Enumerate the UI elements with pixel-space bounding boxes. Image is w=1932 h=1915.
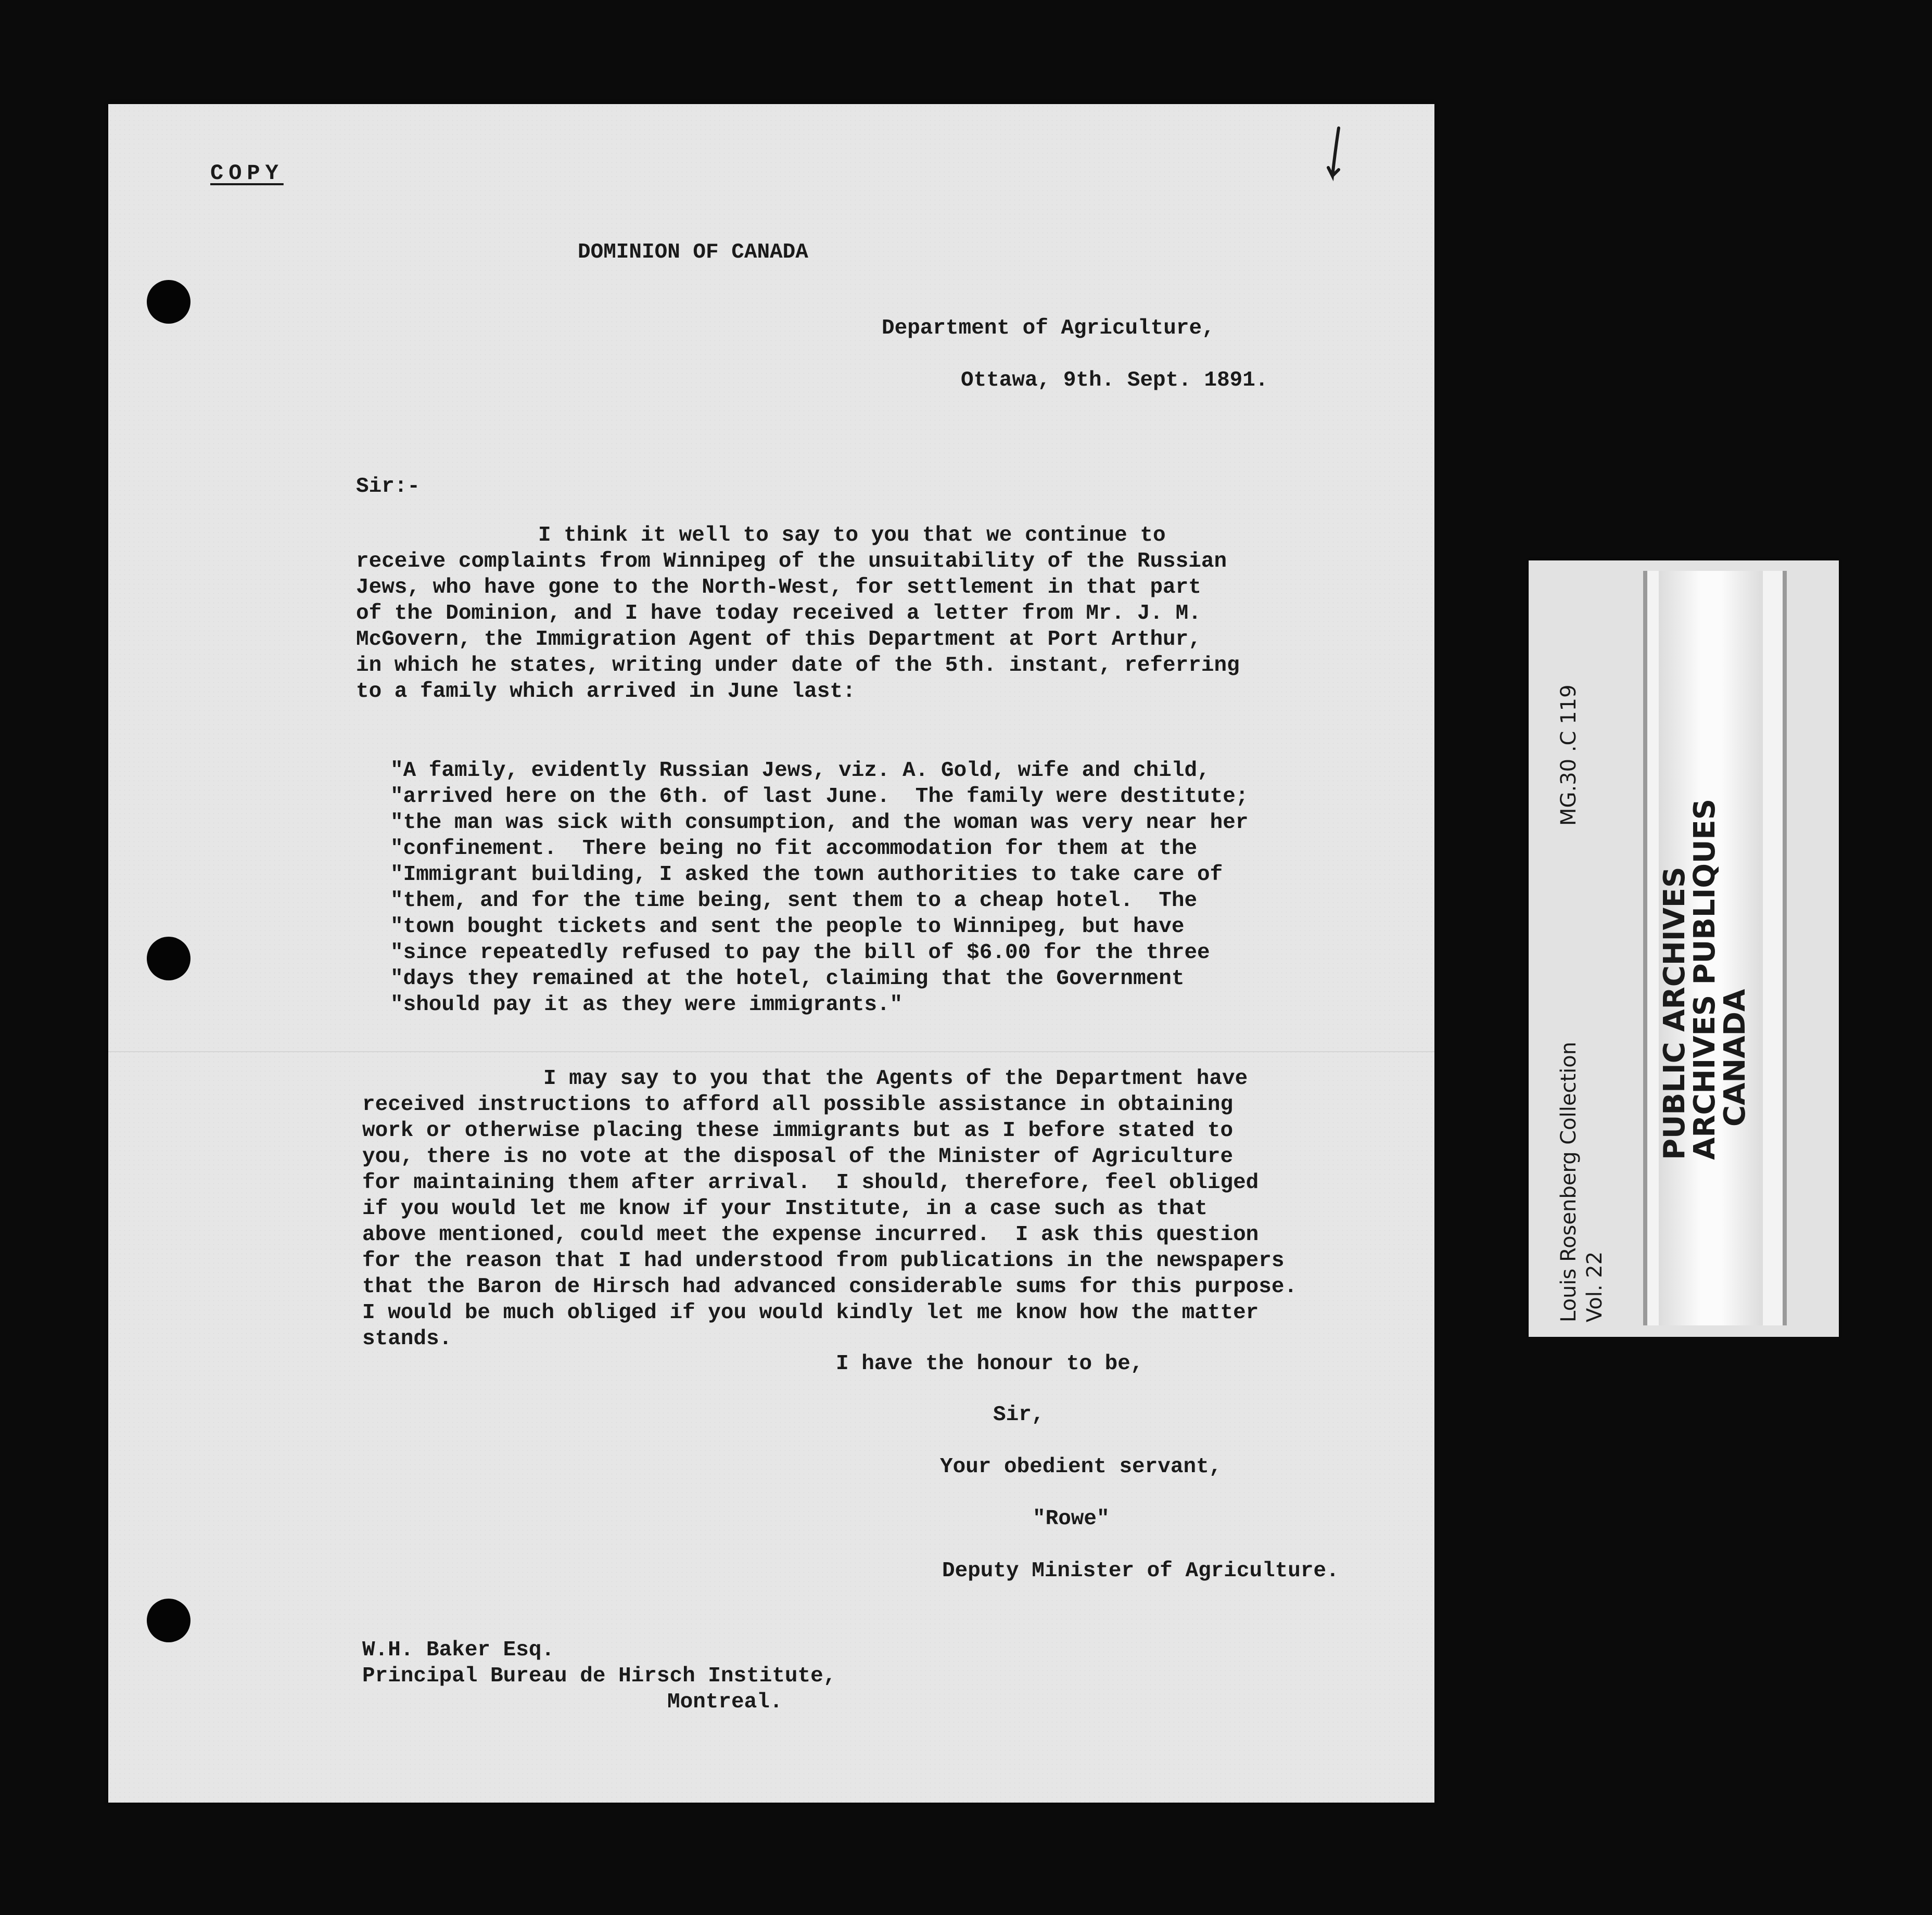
quote-line: "confinement. There being no fit accommodation for them at the	[390, 837, 1198, 861]
collection-reference: MG.30 .C 119	[1557, 684, 1581, 826]
recipient-city: Montreal.	[667, 1690, 783, 1714]
letter-heading: DOMINION OF CANADA	[578, 240, 808, 264]
quote-line: "A family, evidently Russian Jews, viz. A. Gold, wife and child,	[390, 759, 1210, 783]
quote-line: "Immigrant building, I asked the town authorities to take care of	[390, 863, 1223, 887]
quote-line: "should pay it as they were immigrants."	[390, 993, 903, 1017]
department-line: Department of Agriculture,	[882, 316, 1215, 340]
paragraph-1-line: I think it well to say to you that we continue to	[538, 524, 1166, 547]
quote-line: "days they remained at the hotel, claiming that the Government	[390, 967, 1185, 991]
paragraph-2-line: for maintaining them after arrival. I should, therefore, feel obliged	[362, 1171, 1259, 1195]
letter-page	[108, 104, 1434, 1803]
paragraph-2-line: you, there is no vote at the disposal of the Minister of Agriculture	[362, 1145, 1234, 1169]
quote-line: "town bought tickets and sent the people to Winnipeg, but have	[390, 915, 1185, 939]
paragraph-2-line: for the reason that I had understood from publications in the newspapers	[362, 1249, 1285, 1273]
closing-line: I have the honour to be,	[836, 1352, 1143, 1376]
paragraph-1-line: receive complaints from Winnipeg of the unsuitability of the Russian	[356, 550, 1227, 573]
paragraph-2-line: if you would let me know if your Institute, in a case such as that	[362, 1197, 1208, 1221]
archives-stamp-line-3: CANADA	[1718, 989, 1752, 1127]
check-mark-icon	[1321, 126, 1352, 183]
paragraph-2-line: work or otherwise placing these immigrants but as I before stated to	[362, 1119, 1234, 1143]
paragraph-1-line: in which he states, writing under date of the 5th. instant, referring	[356, 654, 1240, 678]
signature: "Rowe"	[1033, 1507, 1110, 1531]
punch-hole-top	[147, 280, 190, 324]
paragraph-2-line: I would be much obliged if you would kindly let me know how the matter	[362, 1301, 1259, 1325]
closing-servant: Your obedient servant,	[940, 1455, 1222, 1479]
quote-line: "them, and for the time being, sent them to a cheap hotel. The	[390, 889, 1198, 913]
paragraph-2-line: stands.	[362, 1327, 452, 1351]
closing-sir: Sir,	[993, 1403, 1045, 1427]
paragraph-1-line: McGovern, the Immigration Agent of this Department at Port Arthur,	[356, 628, 1201, 652]
recipient-organization: Principal Bureau de Hirsch Institute,	[362, 1664, 836, 1688]
signatory-title: Deputy Minister of Agriculture.	[942, 1559, 1339, 1583]
paragraph-1-line: of the Dominion, and I have today received a letter from Mr. J. M.	[356, 602, 1201, 625]
volume-number: Vol. 22	[1583, 1251, 1607, 1322]
recipient-name: W.H. Baker Esq.	[362, 1638, 555, 1662]
quote-line: "since repeatedly refused to pay the bill of $6.00 for the three	[390, 941, 1210, 965]
quote-line: "arrived here on the 6th. of last June. The family were destitute;	[390, 785, 1249, 809]
archives-stamp-line-2: ARCHIVES PUBLIQUES	[1688, 798, 1722, 1160]
archive-label	[1529, 560, 1839, 1337]
paragraph-2-line: above mentioned, could meet the expense incurred. I ask this question	[362, 1223, 1259, 1247]
collection-name: Louis Rosenberg Collection	[1557, 1041, 1581, 1322]
punch-hole-middle	[147, 937, 190, 980]
quote-line: "the man was sick with consumption, and the woman was very near her	[390, 811, 1249, 835]
salutation: Sir:-	[356, 475, 421, 499]
place-date-line: Ottawa, 9th. Sept. 1891.	[961, 368, 1268, 392]
paragraph-2-line: I may say to you that the Agents of the Department have	[543, 1067, 1248, 1091]
paragraph-2-line: received instructions to afford all possible assistance in obtaining	[362, 1093, 1234, 1117]
paragraph-1-line: to a family which arrived in June last:	[356, 680, 856, 704]
copy-mark: COPY	[210, 161, 284, 186]
paragraph-2-line: that the Baron de Hirsch had advanced considerable sums for this purpose.	[362, 1275, 1298, 1299]
fold-line	[108, 1051, 1434, 1052]
archives-stamp-line-1: PUBLIC ARCHIVES	[1658, 866, 1692, 1160]
paragraph-1-line: Jews, who have gone to the North-West, for settlement in that part	[356, 576, 1201, 599]
punch-hole-bottom	[147, 1599, 190, 1642]
